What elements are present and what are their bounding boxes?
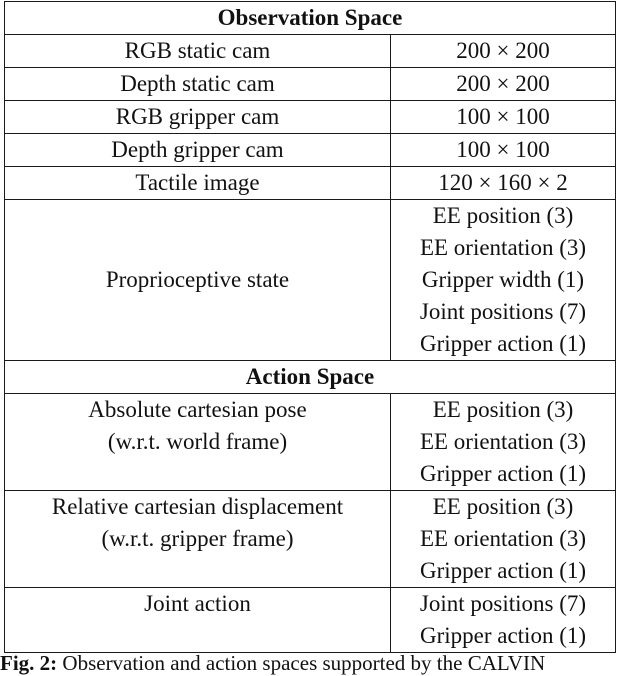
action-value: EE orientation (3) xyxy=(419,429,587,454)
obs-row-name: RGB gripper cam xyxy=(5,101,391,134)
table-row xyxy=(5,491,616,588)
proprio-value: Gripper width (1) xyxy=(421,267,585,292)
action-values xyxy=(390,491,615,588)
action-values xyxy=(390,394,615,491)
table-row xyxy=(5,134,616,167)
obs-row-value: 120 × 160 × 2 xyxy=(390,167,615,200)
action-name-line: Absolute cartesian pose xyxy=(88,397,307,422)
action-value: Gripper action (1) xyxy=(419,558,587,583)
table-row xyxy=(5,35,616,68)
obs-row-name: Depth gripper cam xyxy=(5,134,391,167)
action-header-row xyxy=(5,361,616,394)
action-value: EE position (3) xyxy=(432,494,574,519)
observation-space-heading: Observation Space xyxy=(5,2,616,35)
table-row xyxy=(5,101,616,134)
proprio-name: Proprioceptive state xyxy=(5,200,391,361)
caption-text: Observation and action spaces supported by the CALVIN xyxy=(62,651,546,675)
action-space-heading: Action Space xyxy=(5,361,616,394)
action-value: Gripper action (1) xyxy=(419,623,587,648)
proprio-value: Joint positions (7) xyxy=(419,299,587,324)
obs-row-name: RGB static cam xyxy=(5,35,391,68)
proprio-value: EE position (3) xyxy=(432,203,574,228)
proprio-value: EE orientation (3) xyxy=(419,235,587,260)
action-value: EE position (3) xyxy=(432,397,574,422)
action-value: Gripper action (1) xyxy=(419,461,587,486)
proprio-values xyxy=(390,200,615,361)
action-name xyxy=(5,394,391,491)
obs-row-value: 100 × 100 xyxy=(390,134,615,167)
action-name-line: Relative cartesian displacement xyxy=(51,494,344,519)
action-name xyxy=(5,588,391,653)
action-name xyxy=(5,491,391,588)
spaces-table xyxy=(4,1,616,653)
obs-row-value: 200 × 200 xyxy=(390,35,615,68)
action-name-line: (w.r.t. world frame) xyxy=(107,429,288,454)
action-value: Joint positions (7) xyxy=(419,591,587,616)
observation-header-row xyxy=(5,2,616,35)
proprio-value: Gripper action (1) xyxy=(419,331,587,356)
action-name-line: Joint action xyxy=(144,591,251,616)
table-row xyxy=(5,588,616,653)
obs-row-name: Tactile image xyxy=(5,167,391,200)
obs-row-value: 200 × 200 xyxy=(390,68,615,101)
table-row xyxy=(5,167,616,200)
action-name-line: (w.r.t. gripper frame) xyxy=(101,526,294,551)
figure-caption xyxy=(0,650,640,676)
obs-row-value: 100 × 100 xyxy=(390,101,615,134)
action-values xyxy=(390,588,615,653)
action-value: EE orientation (3) xyxy=(419,526,587,551)
table-row xyxy=(5,68,616,101)
table-row xyxy=(5,200,616,361)
caption-label: Fig. 2: xyxy=(0,651,58,675)
table-row xyxy=(5,394,616,491)
obs-row-name: Depth static cam xyxy=(5,68,391,101)
